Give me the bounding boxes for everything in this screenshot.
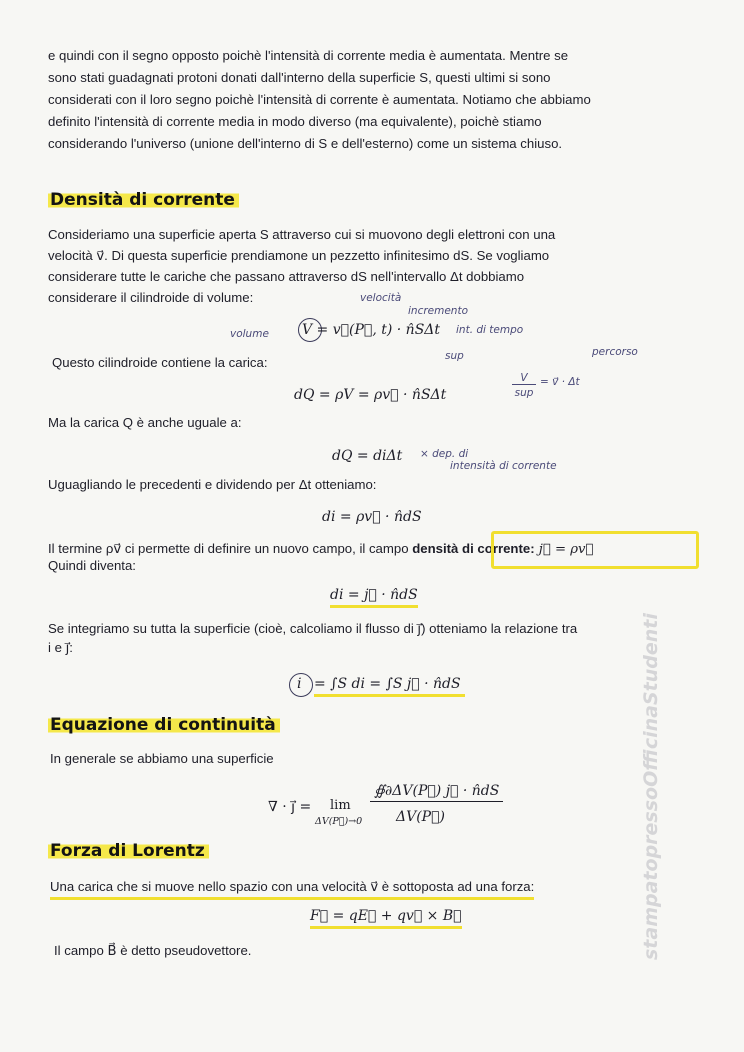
densita-line-3: considerare tutte le cariche che passano attraverso dS nell'intervallo Δt dobbiamo <box>48 269 525 284</box>
densita-line-1: Consideriamo una superficie aperta S attraverso cui si muovono degli elettroni con una <box>48 227 556 242</box>
eq-lim: lim <box>330 798 351 813</box>
lorentz-paragraph-1: Una carica che si muove nello spazio con una velocità v⃗ è sottoposta ad una forza: <box>50 878 534 900</box>
densita-line-4: considerare il cilindroide di volume: <box>48 290 254 305</box>
eq-lorentz-force: F⃗ = qE⃗ + qv⃗ × B⃗ <box>310 906 462 929</box>
note-incremento: incremento <box>408 305 469 317</box>
def-text: Il termine ρv⃗ ci permette di definire un nuovo campo, il campo <box>48 541 413 556</box>
intro-line-4: definito l'intensità di corrente media in modo diverso (ma equivalente), poichè stiamo <box>48 114 542 129</box>
highlight-box-densita <box>491 531 699 569</box>
densita-paragraph-4: Uguagliando le precedenti e dividendo per Δt otteniamo: <box>48 477 377 492</box>
lorentz-paragraph-2: Il campo B⃗ è detto pseudovettore. <box>54 943 252 958</box>
eq-int-lhs: i <box>297 676 302 692</box>
eq-dq: dQ = diΔt <box>332 448 403 464</box>
intro-line-5: considerando l'universo (unione dell'interno di S e dell'esterno) come un sistema chiuso. <box>48 136 563 151</box>
eq-int-rhs: = ∫S di = ∫S j⃗ · n̂dS <box>314 674 465 697</box>
note-velocita: velocità <box>360 292 402 304</box>
continuita-paragraph: In generale se abbiamo una superficie <box>50 751 274 766</box>
section-heading-densita: Densità di corrente <box>48 189 239 211</box>
eq-lim-sub: ΔV(P⃗)→0 <box>315 816 363 827</box>
def-term: densità di corrente: <box>412 541 535 556</box>
watermark-text: stampatopressoOfficinaStudenti <box>640 613 662 960</box>
note-ratio-num: V <box>512 372 536 385</box>
densita-line-2: velocità v⃗. Di questa superficie prendiamone un pezzetto infinitesimo dS. Se vogliamo <box>48 248 550 263</box>
intro-line-1: e quindi con il segno opposto poichè l'intensità di corrente media è aumentata. Mentre se <box>48 48 569 63</box>
note-intervallo: int. di tempo <box>456 324 524 336</box>
note-percorso: percorso <box>592 346 638 358</box>
note-sup: sup <box>445 350 464 362</box>
densita-line-quindi: Quindi diventa: <box>48 558 136 573</box>
section-heading-continuita: Equazione di continuità <box>48 714 280 736</box>
eq-fraction-num: ∯∂ΔV(P⃗) j⃗ · n̂dS <box>370 781 503 802</box>
densita-line-integ-1: Se integriamo su tutta la superficie (cioè, calcoliamo il flusso di j⃗) otteniamo la relazione tra <box>48 621 578 636</box>
eq-fraction-den: ΔV(P⃗) <box>396 809 445 825</box>
eq-di: di = ρv⃗ · n̂dS <box>322 509 422 525</box>
densita-line-integ-2: i e j⃗: <box>48 640 73 655</box>
section-heading-lorentz: Forza di Lorentz <box>48 840 209 862</box>
eq-div-lhs: ∇ · j⃗ = <box>268 799 312 815</box>
eq-charge: dQ = ρV = ρv⃗ · n̂SΔt <box>294 387 447 403</box>
note-dq-1: × dep. di <box>420 448 469 460</box>
densita-paragraph-3: Ma la carica Q è anche uguale a: <box>48 415 242 430</box>
note-ratio-rhs: = v⃗ · Δt <box>540 376 580 388</box>
note-ratio-den: sup <box>514 387 534 399</box>
def-formula: j⃗ = ρv⃗ <box>534 542 594 557</box>
eq-volume: V = v⃗(P⃗, t) · n̂SΔt <box>302 322 441 338</box>
intro-line-2: sono stati guadagnati protoni donati dall'interno della superficie S, questi ultimi si sono <box>48 70 551 85</box>
note-dq-2: intensità di corrente <box>450 460 557 472</box>
densita-paragraph-2: Questo cilindroide contiene la carica: <box>52 355 268 370</box>
note-volume: volume <box>230 328 269 340</box>
intro-line-3: considerati con il loro segno poichè l'intensità di corrente è aumentata. Notiamo che abbiamo <box>48 92 591 107</box>
eq-dj: di = j⃗ · n̂dS <box>330 585 418 608</box>
